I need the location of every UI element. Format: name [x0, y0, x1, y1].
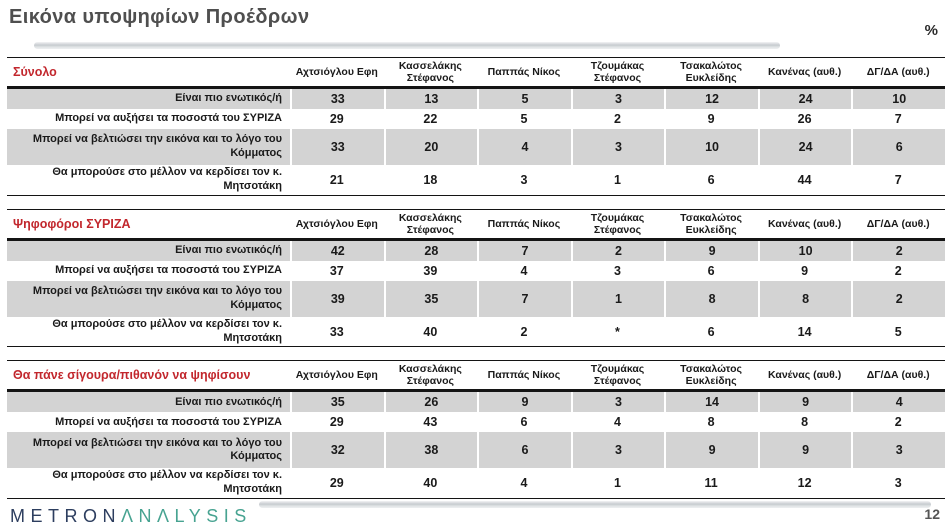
value-cell: 9: [664, 241, 758, 261]
column-header: ΔΓ/ΔΑ (αυθ.): [866, 369, 930, 382]
value-cell: 26: [384, 392, 478, 412]
row-label: Θα μπορούσε στο μέλλον να κερδίσει τον κ. Μητσοτάκη: [52, 317, 282, 344]
row-label: Μπορεί να αυξήσει τα ποσοστά του ΣΥΡΙΖΑ: [55, 263, 282, 276]
value-cell: 43: [423, 415, 438, 430]
row-label: Είναι πιο ενωτικός/ή: [175, 395, 282, 408]
value-cell: 22: [423, 112, 438, 127]
footer-divider-bar: [259, 501, 931, 508]
value-cell: 3: [571, 432, 665, 468]
value-cell: 21: [329, 172, 344, 187]
table-row: [7, 412, 945, 432]
value-cell: 10: [664, 129, 758, 165]
page-title: Εικόνα υποψηφίων Προέδρων: [9, 6, 310, 28]
value-cell: 7: [894, 112, 902, 127]
value-cell: 13: [384, 89, 478, 109]
value-cell: 14: [664, 392, 758, 412]
column-header: Κανένας (αυθ.): [768, 217, 842, 230]
value-cell: 18: [423, 172, 438, 187]
value-cell: 3: [520, 172, 528, 187]
column-header: Τζουμάκας Στέφανος: [590, 363, 645, 388]
value-cell: 5: [520, 112, 528, 127]
value-cell: 9: [758, 432, 852, 468]
table-header-row: [7, 210, 945, 241]
value-cell: 5: [894, 324, 902, 339]
value-cell: 39: [290, 281, 384, 317]
column-header: Κασσελάκης Στέφανος: [398, 363, 462, 388]
value-cell: 2: [520, 324, 528, 339]
value-cell: 10: [758, 241, 852, 261]
column-header: Τσακαλώτος Ευκλείδης: [680, 363, 742, 388]
table-body: [7, 241, 945, 347]
value-cell: 4: [520, 263, 528, 278]
results-table: [7, 209, 945, 348]
table-row: [7, 109, 945, 129]
value-cell: 3: [851, 432, 945, 468]
value-cell: 7: [894, 172, 902, 187]
group-title: Θα πάνε σίγουρα/πιθανόν να ψηφίσουν: [13, 368, 251, 383]
table-header-row: [7, 361, 945, 392]
table-body: [7, 392, 945, 498]
value-cell: 2: [894, 415, 902, 430]
column-header: Αχτσιόγλου Εφη: [295, 66, 378, 79]
column-header: Κανένας (αυθ.): [768, 66, 842, 79]
value-cell: 29: [329, 112, 344, 127]
value-cell: 6: [707, 172, 715, 187]
row-label: Μπορεί να βελτιώσει την εικόνα και το λόγο του Κόμματος: [32, 133, 282, 160]
value-cell: 37: [329, 263, 344, 278]
value-cell: 10: [851, 89, 945, 109]
value-cell: 6: [707, 263, 715, 278]
value-cell: 40: [423, 476, 438, 491]
value-cell: 5: [477, 89, 571, 109]
value-cell: 4: [614, 415, 621, 430]
value-cell: 8: [664, 281, 758, 317]
group-title: Ψηφοφόροι ΣΥΡΙΖΑ: [13, 216, 131, 231]
value-cell: 1: [614, 172, 621, 187]
value-cell: 9: [707, 112, 715, 127]
row-label: Θα μπορούσε στο μέλλον να κερδίσει τον κ. Μητσοτάκη: [52, 469, 282, 496]
value-cell: 33: [290, 129, 384, 165]
value-cell: 33: [329, 324, 344, 339]
percent-unit-label: %: [924, 22, 938, 39]
logo-analysis-text: ΛNΛLYSIS: [121, 506, 252, 526]
column-header: Παππάς Νίκος: [487, 369, 561, 382]
row-label: Είναι πιο ενωτικός/ή: [175, 92, 282, 105]
row-label: Μπορεί να αυξήσει τα ποσοστά του ΣΥΡΙΖΑ: [55, 112, 282, 125]
table-row: [7, 261, 945, 281]
value-cell: 8: [758, 281, 852, 317]
value-cell: 2: [851, 281, 945, 317]
logo-metron-text: METRON: [10, 506, 121, 526]
results-table: [7, 57, 945, 196]
value-cell: 39: [423, 263, 438, 278]
metron-analysis-logo: [10, 506, 252, 527]
title-divider-bar: [34, 42, 780, 49]
value-cell: 2: [571, 241, 665, 261]
value-cell: 4: [520, 476, 528, 491]
group-title: Σύνολο: [13, 65, 57, 80]
value-cell: 14: [797, 324, 812, 339]
value-cell: 4: [477, 129, 571, 165]
value-cell: 6: [851, 129, 945, 165]
value-cell: 3: [614, 263, 621, 278]
results-table: [7, 360, 945, 499]
value-cell: 2: [894, 263, 902, 278]
table-row: [7, 165, 945, 195]
table-row: [7, 432, 945, 468]
column-header: ΔΓ/ΔΑ (αυθ.): [866, 217, 930, 230]
value-cell: 42: [290, 241, 384, 261]
value-cell: 6: [520, 415, 528, 430]
value-cell: 12: [664, 89, 758, 109]
value-cell: *: [615, 324, 620, 339]
row-label: Μπορεί να βελτιώσει την εικόνα και το λόγο του Κόμματος: [32, 436, 282, 463]
value-cell: 7: [477, 241, 571, 261]
column-header: Αχτσιόγλου Εφη: [295, 369, 378, 382]
value-cell: 1: [571, 281, 665, 317]
table-row: [7, 317, 945, 347]
value-cell: 9: [801, 263, 809, 278]
value-cell: 44: [797, 172, 812, 187]
value-cell: 38: [384, 432, 478, 468]
row-label: Μπορεί να αυξήσει τα ποσοστά του ΣΥΡΙΖΑ: [55, 415, 282, 428]
page-number: 12: [924, 506, 940, 522]
value-cell: 9: [477, 392, 571, 412]
column-header: Αχτσιόγλου Εφη: [295, 217, 378, 230]
value-cell: 33: [290, 89, 384, 109]
value-cell: 12: [797, 476, 812, 491]
column-header: Κασσελάκης Στέφανος: [398, 211, 462, 236]
column-header: Τσακαλώτος Ευκλείδης: [680, 60, 742, 85]
value-cell: 32: [290, 432, 384, 468]
column-header: Τζουμάκας Στέφανος: [590, 60, 645, 85]
column-header: Τσακαλώτος Ευκλείδης: [680, 211, 742, 236]
tables-container: [7, 57, 945, 512]
row-label: Είναι πιο ενωτικός/ή: [175, 243, 282, 256]
value-cell: 35: [290, 392, 384, 412]
table-row: [7, 89, 945, 109]
value-cell: 26: [797, 112, 812, 127]
value-cell: 6: [477, 432, 571, 468]
value-cell: 6: [707, 324, 715, 339]
table-row: [7, 468, 945, 498]
value-cell: 8: [801, 415, 809, 430]
value-cell: 1: [614, 476, 621, 491]
value-cell: 28: [384, 241, 478, 261]
value-cell: 35: [384, 281, 478, 317]
value-cell: 3: [571, 392, 665, 412]
value-cell: 8: [707, 415, 715, 430]
value-cell: 29: [329, 415, 344, 430]
value-cell: 24: [758, 129, 852, 165]
column-header: Τζουμάκας Στέφανος: [590, 211, 645, 236]
value-cell: 2: [614, 112, 621, 127]
value-cell: 20: [384, 129, 478, 165]
value-cell: 2: [851, 241, 945, 261]
value-cell: 9: [758, 392, 852, 412]
value-cell: 3: [571, 129, 665, 165]
column-header: Κασσελάκης Στέφανος: [398, 60, 462, 85]
value-cell: 29: [329, 476, 344, 491]
table-row: [7, 281, 945, 317]
column-header: Κανένας (αυθ.): [768, 369, 842, 382]
row-label: Μπορεί να βελτιώσει την εικόνα και το λόγο του Κόμματος: [32, 285, 282, 311]
column-header: ΔΓ/ΔΑ (αυθ.): [866, 66, 930, 79]
table-header-row: [7, 58, 945, 89]
column-header: Παππάς Νίκος: [487, 66, 561, 79]
table-row: [7, 392, 945, 412]
row-label: Θα μπορούσε στο μέλλον να κερδίσει τον κ. Μητσοτάκη: [52, 166, 282, 192]
value-cell: 4: [851, 392, 945, 412]
column-header: Παππάς Νίκος: [487, 217, 561, 230]
table-body: [7, 89, 945, 195]
value-cell: 40: [423, 324, 438, 339]
table-row: [7, 241, 945, 261]
value-cell: 11: [704, 476, 718, 491]
value-cell: 24: [758, 89, 852, 109]
value-cell: 3: [894, 476, 902, 491]
value-cell: 9: [664, 432, 758, 468]
value-cell: 3: [571, 89, 665, 109]
table-row: [7, 129, 945, 165]
value-cell: 7: [477, 281, 571, 317]
